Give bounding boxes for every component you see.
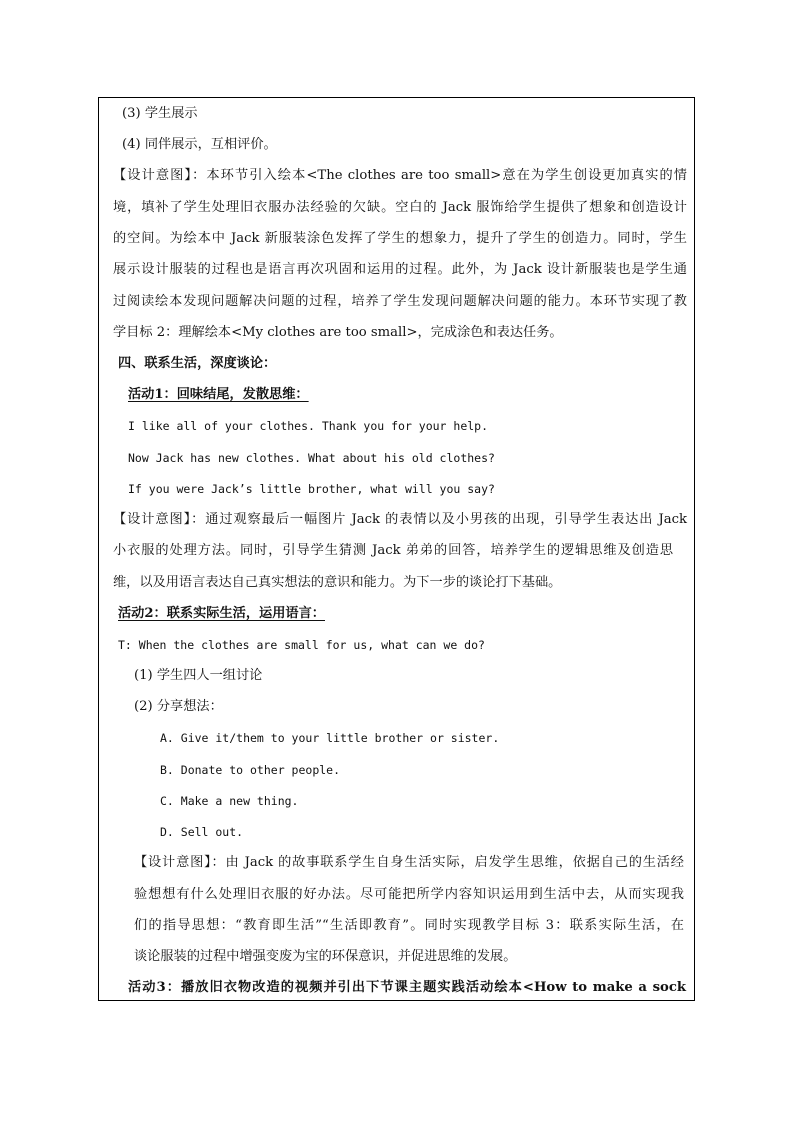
dialogue-line-1: I like all of your clothes. Thank you for your help. xyxy=(128,419,489,433)
step-4-peer-evaluation: (4) 同伴展示，互相评价。 xyxy=(122,137,277,152)
design-intent-3-line-1: 【设计意图】：由 Jack 的故事联系学生自身生活实际，启发学生思维，依据自己的生活经 xyxy=(134,855,684,870)
option-d: D. Sell out. xyxy=(160,825,244,839)
option-b: B. Donate to other people. xyxy=(160,763,341,777)
activity-3-heading: 活动3：播放旧衣物改造的视频并引出下节课主题实践活动绘本<How to make a sock xyxy=(128,980,686,995)
activity-1-heading: 活动1：回味结尾，发散思维： xyxy=(128,387,309,402)
dialogue-line-2: Now Jack has new clothes. What about his old clothes? xyxy=(128,451,495,465)
section-4-heading: 四、联系生活，深度谈论： xyxy=(118,356,277,371)
design-intent-1-line-2: 境，填补了学生处理旧衣服办法经验的欠缺。空白的 Jack 服饰给学生提供了想象和创造设计 xyxy=(113,200,687,215)
design-intent-2-line-2: 小衣服的处理方法。同时，引导学生猜测 Jack 弟弟的回答，培养学生的逻辑思维及创造思 xyxy=(113,543,673,558)
dialogue-line-3: If you were Jack’s little brother, what will you say? xyxy=(128,482,495,496)
step-3-student-show: (3) 学生展示 xyxy=(122,106,198,121)
step-2-share-ideas: (2) 分享想法： xyxy=(134,699,223,714)
design-intent-3-line-2: 验想想有什么处理旧衣服的好办法。尽可能把所学内容知识运用到生活中去，从而实现我 xyxy=(134,887,684,902)
design-intent-1-line-4: 展示设计服装的过程也是语言再次巩固和运用的过程。此外，为 Jack 设计新服装也是学生通 xyxy=(113,262,687,277)
design-intent-2-line-1: 【设计意图】：通过观察最后一幅图片 Jack 的表情以及小男孩的出现，引导学生表达出 Jack xyxy=(113,512,687,527)
design-intent-1-line-6: 学目标 2：理解绘本<My clothes are too small>，完成涂色和表达任务。 xyxy=(113,325,563,340)
step-1-group-discussion: (1) 学生四人一组讨论 xyxy=(134,668,263,683)
option-c: C. Make a new thing. xyxy=(160,794,299,808)
design-intent-1-line-5: 过阅读绘本发现问题解决问题的过程，培养了学生发现问题解决问题的能力。本环节实现了教 xyxy=(113,294,687,309)
design-intent-3-line-4: 谈论服装的过程中增强变废为宝的环保意识，并促进思维的发展。 xyxy=(134,949,517,964)
activity-2-heading: 活动2：联系实际生活，运用语言： xyxy=(118,606,325,621)
design-intent-3-line-3: 们的指导思想：“教育即生活”“生活即教育”。同时实现教学目标 3：联系实际生活，在 xyxy=(134,918,684,933)
design-intent-2-line-3: 维，以及用语言表达自己真实想法的意识和能力。为下一步的谈论打下基础。 xyxy=(113,575,562,590)
table-bottom-border xyxy=(98,1000,695,1001)
design-intent-1-line-3: 的空间。为绘本中 Jack 新服装涂色发挥了学生的想象力，提升了学生的创造力。同时，学生 xyxy=(113,231,687,246)
option-a: A. Give it/them to your little brother or sister. xyxy=(160,731,500,745)
design-intent-1-line-1: 【设计意图】：本环节引入绘本<The clothes are too small>意在为学生创设更加真实的情 xyxy=(113,168,687,183)
teacher-question: T: When the clothes are small for us, what can we do? xyxy=(118,638,485,652)
